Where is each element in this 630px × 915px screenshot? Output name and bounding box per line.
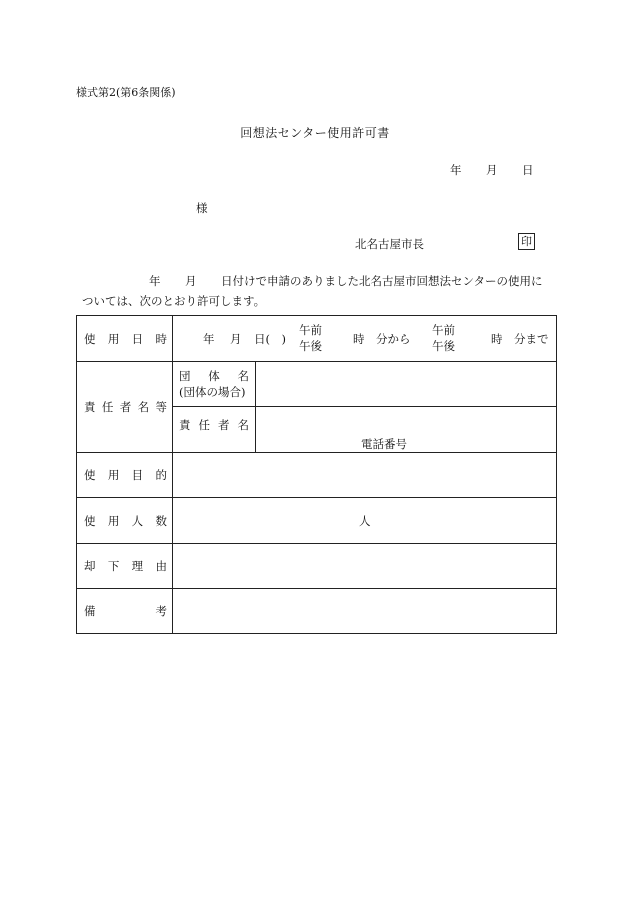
- row-remarks: [77, 589, 557, 634]
- label-char: 者: [119, 400, 132, 414]
- row-purpose: [77, 453, 557, 498]
- phone-label: 電話番号: [361, 437, 407, 451]
- label-char: 用: [107, 468, 120, 482]
- field-usage-datetime[interactable]: [173, 316, 557, 362]
- label-char: 下: [107, 559, 120, 573]
- seal-mark: 印: [518, 233, 535, 250]
- am-start: 午前: [299, 323, 322, 337]
- document-title: 回想法センター使用許可書: [240, 126, 390, 140]
- label-char: 等: [155, 400, 167, 414]
- addressee-honorific: 様: [196, 201, 208, 215]
- body-month: 月: [185, 274, 197, 288]
- label-char: 使: [84, 468, 96, 482]
- label-char: 名: [237, 369, 249, 383]
- time-from: 時 分から: [353, 332, 411, 346]
- pm-start: 午後: [299, 339, 322, 353]
- body-year: 年: [149, 274, 161, 288]
- usage-day: 日( ): [254, 332, 286, 346]
- headcount-unit: 人: [359, 514, 371, 528]
- label-headcount: [77, 498, 173, 544]
- ampm-end: [432, 322, 455, 354]
- row-usage-datetime: [77, 316, 557, 362]
- field-person-name[interactable]: [256, 407, 557, 453]
- label-char: 団: [179, 369, 191, 383]
- issuer-name: 北名古屋市長: [355, 237, 424, 251]
- date-day: 日: [522, 163, 534, 177]
- am-end: 午前: [432, 323, 455, 337]
- label-char: 理: [131, 559, 144, 573]
- label-char: 用: [107, 513, 120, 528]
- row-group-name: [77, 362, 557, 407]
- label-char: 者: [218, 418, 230, 432]
- label-char: 目: [131, 468, 144, 482]
- label-char: 数: [155, 513, 167, 528]
- field-purpose[interactable]: [173, 453, 557, 498]
- field-rejection[interactable]: [173, 544, 557, 589]
- label-char: 使: [84, 513, 96, 528]
- label-char: 名: [237, 418, 249, 432]
- label-char: 使: [84, 331, 96, 346]
- ampm-start: [299, 322, 322, 354]
- label-char: 日: [131, 331, 144, 346]
- label-char: 由: [155, 559, 167, 573]
- label-char: 責: [179, 418, 191, 432]
- label-person-name: [173, 407, 256, 453]
- label-char: 名: [137, 400, 150, 414]
- date-year: 年: [450, 163, 462, 177]
- form-number: 様式第2(第6条関係): [76, 86, 176, 99]
- usage-month: 月: [230, 332, 242, 346]
- label-char: 人: [131, 513, 144, 528]
- label-char: 時: [155, 331, 167, 346]
- label-char: 用: [107, 331, 120, 346]
- body-text-line1: 日付けで申請のありました北名古屋市回想法センターの使用に: [221, 274, 543, 288]
- usage-year: 年: [203, 332, 215, 346]
- label-char: 備: [84, 604, 96, 618]
- field-group-name[interactable]: [256, 362, 557, 407]
- label-char: 的: [155, 468, 167, 482]
- label-responsible: [77, 362, 173, 453]
- date-month: 月: [486, 163, 498, 177]
- group-note: (団体の場合): [179, 385, 246, 399]
- label-char: 考: [155, 604, 167, 618]
- label-char: 任: [101, 400, 114, 414]
- body-text-line2: ついては、次のとおり許可します。: [82, 294, 266, 308]
- row-rejection: [77, 544, 557, 589]
- label-purpose: [77, 453, 173, 498]
- field-headcount[interactable]: [173, 498, 557, 544]
- label-usage-datetime: [77, 316, 173, 362]
- label-group-name: [173, 362, 256, 407]
- label-char: 任: [198, 418, 210, 432]
- time-until: 時 分まで: [491, 332, 549, 346]
- field-remarks[interactable]: [173, 589, 557, 634]
- row-headcount: [77, 498, 557, 544]
- label-char: 責: [84, 400, 96, 414]
- label-rejection: [77, 544, 173, 589]
- label-char: 却: [84, 559, 96, 573]
- label-char: 体: [208, 369, 220, 383]
- permit-table: [76, 315, 557, 634]
- pm-end: 午後: [432, 339, 455, 353]
- label-remarks: [77, 589, 173, 634]
